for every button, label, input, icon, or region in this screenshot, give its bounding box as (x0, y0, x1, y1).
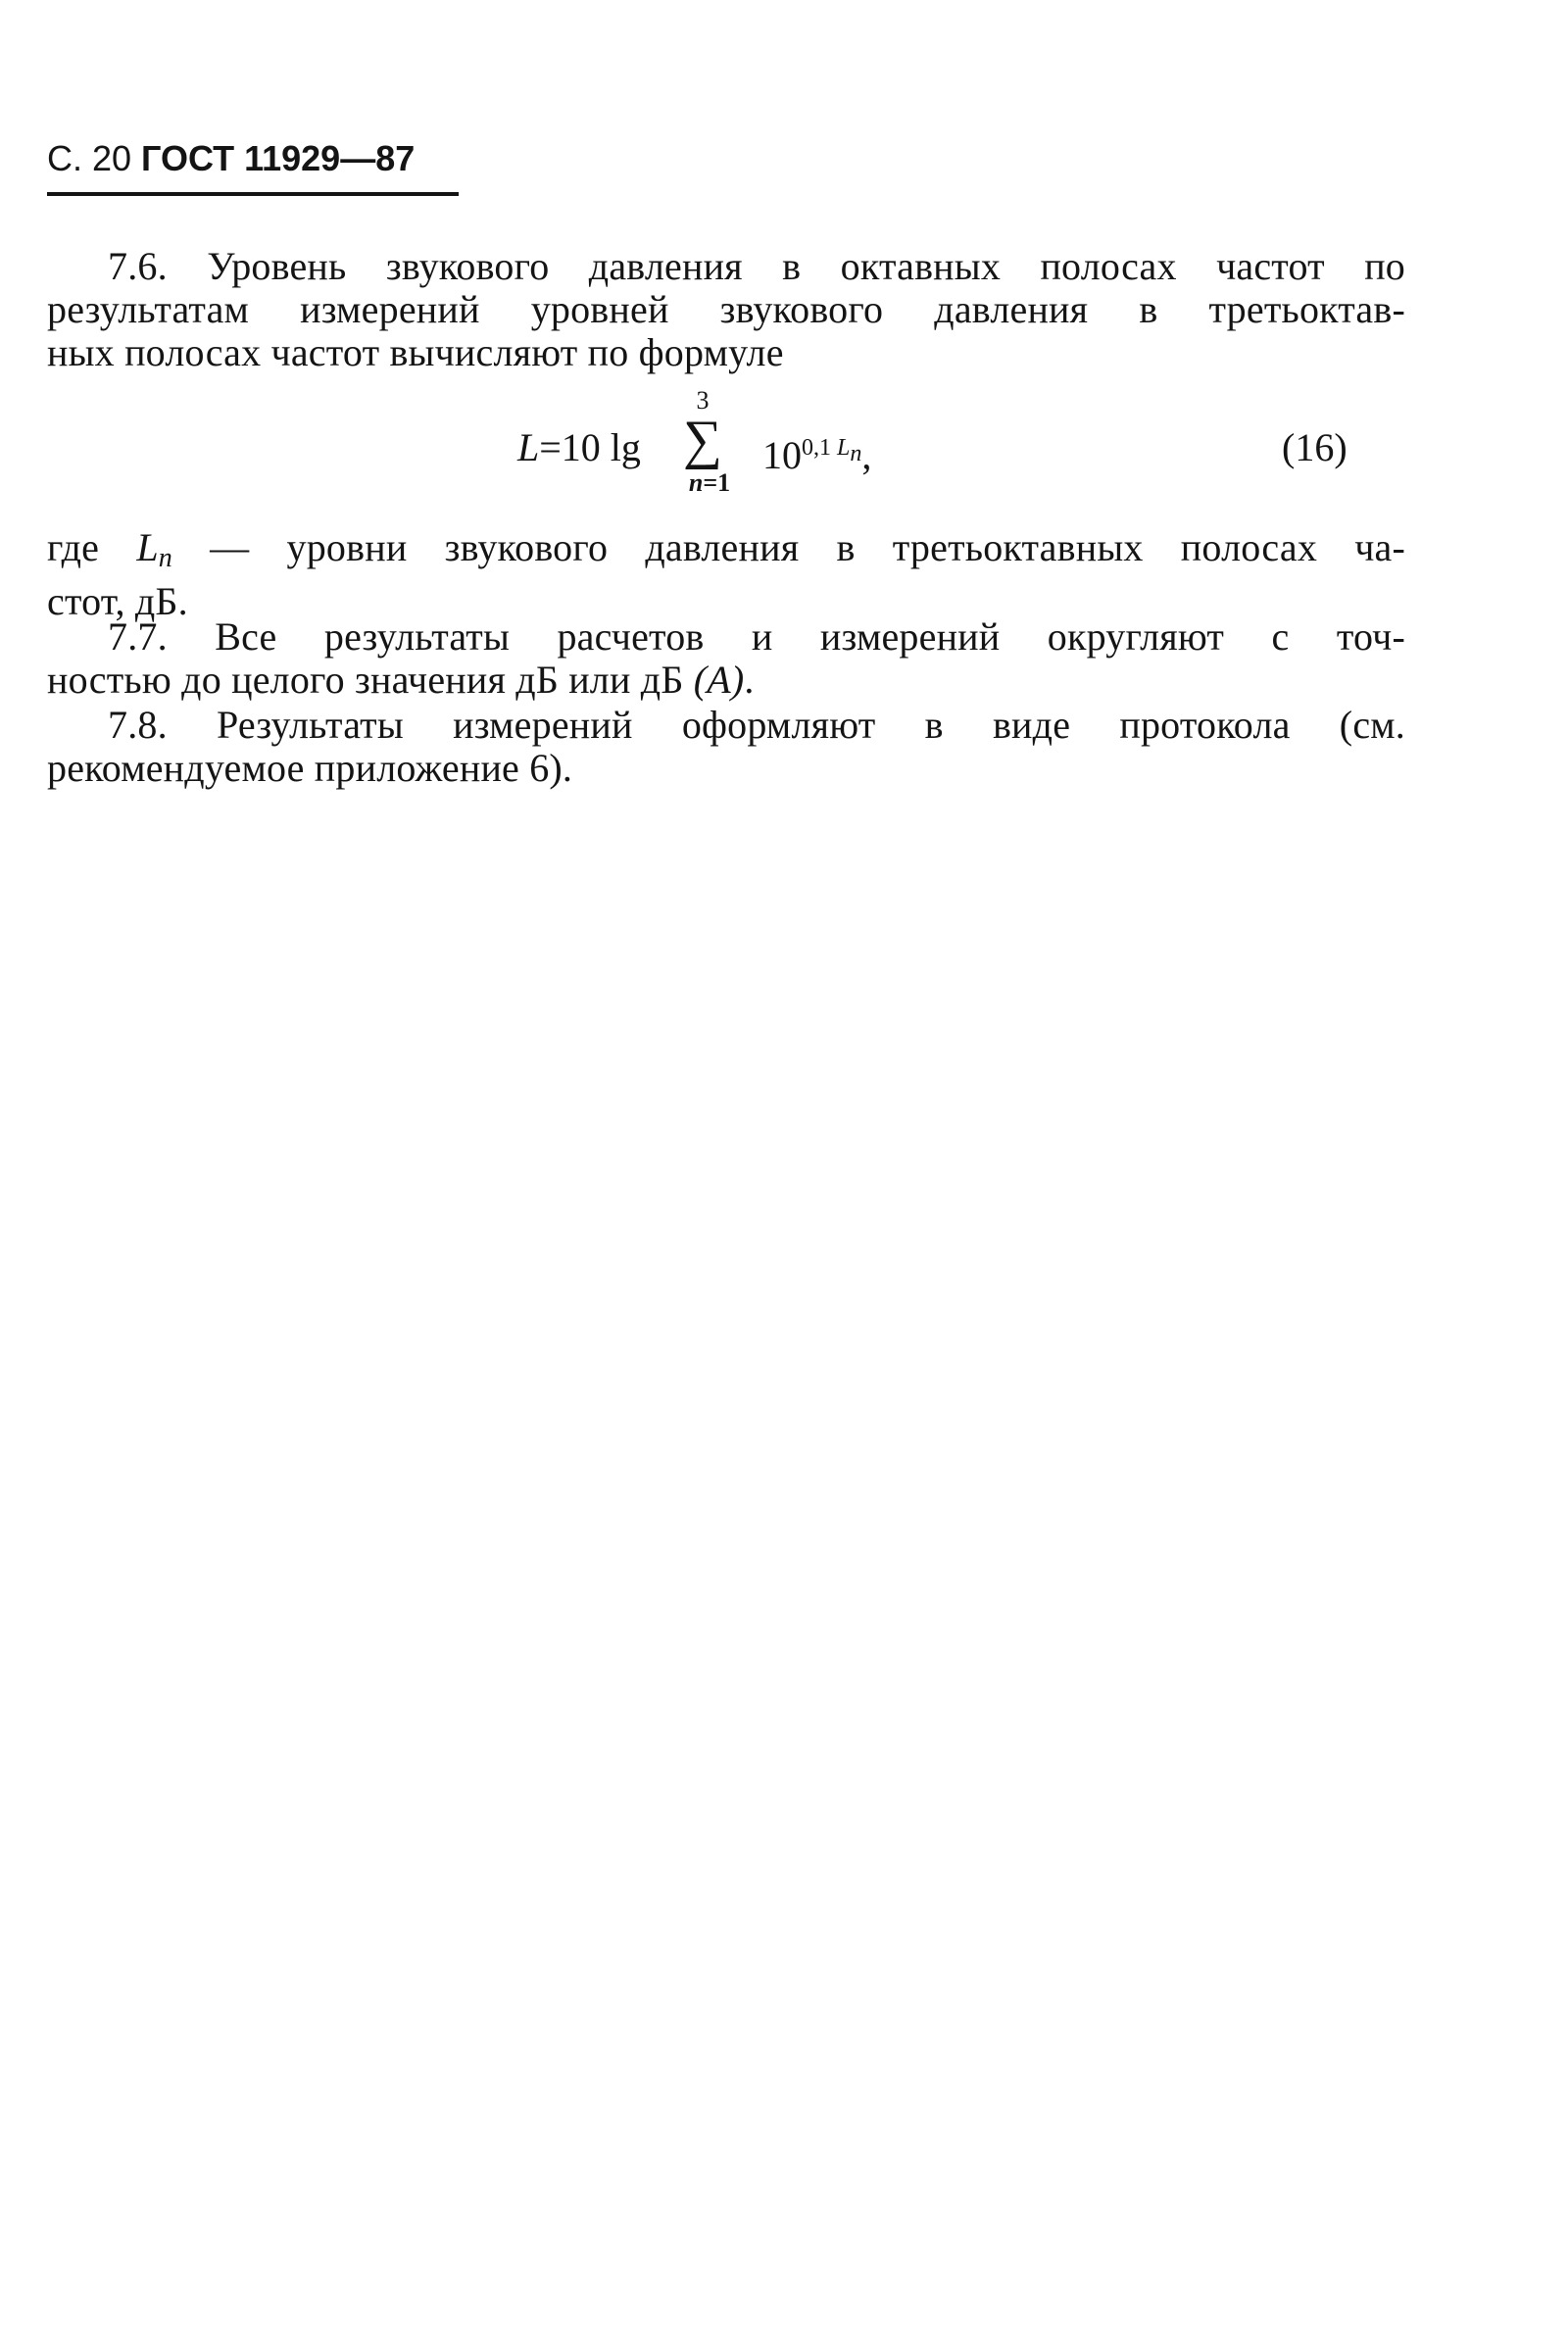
formula-exponent-sub: n (850, 441, 862, 466)
formula-16 (0, 387, 1568, 519)
where-clause (47, 526, 1405, 623)
formula-equals-lg: =10 lg (539, 425, 641, 469)
where-prefix: где (47, 525, 137, 569)
section-7-8-line-2: рекомендуемое приложение 6). (47, 746, 573, 790)
section-7-7 (47, 615, 1405, 702)
section-7-6-line-3: ных полосах частот вычисляют по формуле (47, 330, 784, 374)
section-7-7-line-2-text: ностью до целого значения дБ или дБ (47, 658, 694, 702)
formula-term (762, 426, 871, 477)
section-7-8-line-1: 7.8. Результаты измерений оформляют в виде протокола (см. (108, 703, 1405, 747)
where-line-2: стот, дБ. (47, 579, 188, 623)
page-number-label: С. 20 (47, 138, 142, 178)
section-7-6 (47, 245, 1405, 374)
sum-index-var: n (688, 468, 704, 497)
where-text-1: — уровни звукового давления в третьоктавных полосах ча- (172, 525, 1405, 569)
header-text (47, 137, 415, 180)
section-7-7-a-weighting: (А) (693, 658, 745, 702)
sum-lower-limit (680, 469, 739, 497)
formula-exponent-var: L (837, 435, 851, 461)
standard-code: ГОСТ 11929—87 (141, 138, 416, 178)
page-header (47, 137, 459, 198)
sum-upper-limit: 3 (696, 386, 710, 415)
formula-number: (16) (1282, 425, 1348, 469)
formula-exponent (802, 435, 862, 466)
sum-index-start: =1 (703, 468, 731, 497)
where-var: L (136, 525, 159, 569)
formula-exponent-coef: 0,1 (802, 435, 837, 461)
sigma-icon: ∑ (683, 410, 722, 470)
section-7-8 (47, 704, 1405, 790)
formula-base: 10 (762, 433, 802, 477)
section-7-6-line-2: результатам измерений уровней звукового давления в третьоктав- (47, 287, 1405, 331)
section-7-7-line-1: 7.7. Все результаты расчетов и измерений округляют с точ- (108, 614, 1405, 659)
formula-var-l: L (517, 425, 540, 469)
formula-lhs (517, 426, 641, 469)
section-7-7-line-2 (47, 659, 1405, 702)
where-line-1 (47, 526, 1405, 580)
where-var-sub: n (158, 543, 172, 573)
formula-trailing-comma: , (861, 433, 872, 477)
section-7-7-period: . (744, 658, 755, 702)
header-rule (47, 192, 459, 196)
section-7-6-line-1: 7.6. Уровень звукового давления в октавных полосах частот по (108, 244, 1405, 288)
